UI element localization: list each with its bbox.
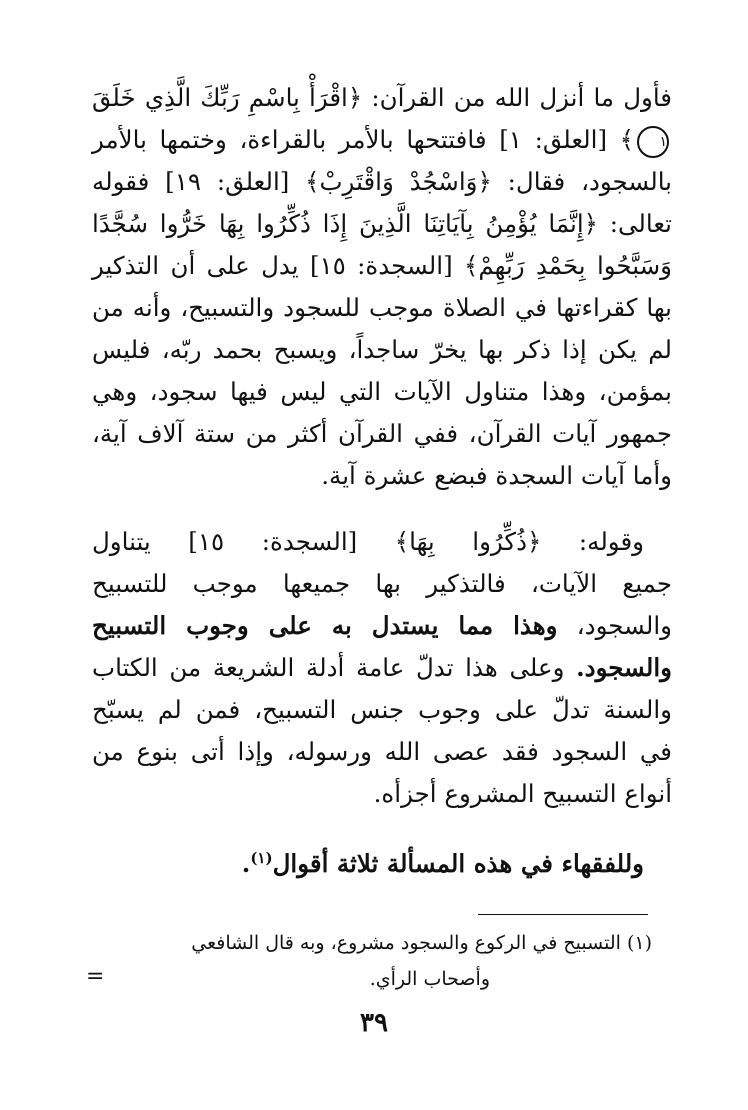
continuation-mark: =	[86, 964, 105, 989]
footnote-line: (١) التسبيح في الركوع والسجود مشروع، وبه قال الشافعي	[191, 932, 652, 954]
text-line: فأول ما أنزل الله من القرآن: ﴿اقْرَأْ بِاسْمِ رَبِّكَ الَّذِي خَلَقَ	[92, 83, 672, 112]
text-line: بمؤمن، وهذا متناول الآيات التي ليس فيها سجود، وهي	[92, 377, 672, 406]
aya-number-icon: ١	[637, 126, 669, 158]
page-number: ٣٩	[360, 1008, 388, 1038]
text-line	[92, 606, 672, 646]
heading-line	[242, 838, 644, 884]
footnote-ref[interactable]: (١)	[250, 849, 273, 867]
text-line	[92, 648, 672, 688]
text-segment: وعلى هذا تدلّ عامة أدلة الشريعة من الكتاب	[92, 653, 565, 682]
text-line: والسنة تدلّ على وجوب جنس التسبيح، فمن لم يسبّح	[92, 695, 672, 724]
footnote-line: وأصحاب الرأي.	[369, 968, 490, 990]
text-line: في السجود فقد عصى الله ورسوله، وإذا أتى بنوع من	[92, 737, 672, 766]
text-line: أنواع التسبيح المشروع أجزأه.	[373, 779, 672, 808]
bold-text: والسجود.	[576, 653, 672, 682]
text-line: وقوله: ﴿ذُكِّرُوا بِهَا﴾ [السجدة: ١٥] يتناول	[92, 527, 644, 556]
footnote-divider	[478, 914, 648, 915]
text-line: بالسجود، فقال: ﴿وَاسْجُدْ وَاقْتَرِبْ﴾ [العلق: ١٩] فقوله	[92, 167, 672, 196]
text-line: وَسَبَّحُوا بِحَمْدِ رَبِّهِمْ﴾ [السجدة: ١٥] يدل على أن التذكير	[92, 251, 672, 280]
text-line: جمهور آيات القرآن، ففي القرآن أكثر من ستة آلاف آية،	[92, 419, 672, 448]
bold-text: وهذا مما يستدل به على وجوب التسبيح	[92, 611, 558, 640]
text-line: جميع الآيات، فالتذكير بها جميعها موجب للتسبيح	[92, 569, 672, 598]
text-segment: ﴾ [العلق: ١] فافتتحها بالأمر بالقراءة، وختمها بالأمر	[92, 125, 634, 154]
text-line: بها كقراءتها في الصلاة موجب للسجود والتسبيح، وأنه من	[92, 293, 672, 322]
text-segment: .	[241, 849, 251, 879]
text-segment: والسجود،	[576, 611, 672, 640]
text-line: لم يكن إذا ذكر بها يخرّ ساجداً، ويسبح بحمد ربّه، فليس	[92, 335, 672, 364]
bold-text: وللفقهاء في هذه المسألة ثلاثة أقوال	[272, 849, 644, 879]
text-line: تعالى: ﴿إِنَّمَا يُؤْمِنُ بِآيَاتِنَا الَّذِينَ إِذَا ذُكِّرُوا بِهَا خَرُّوا سُجَّدًا	[92, 209, 672, 238]
text-line	[92, 120, 672, 160]
text-line: وأما آيات السجدة فبضع عشرة آية.	[321, 461, 672, 490]
